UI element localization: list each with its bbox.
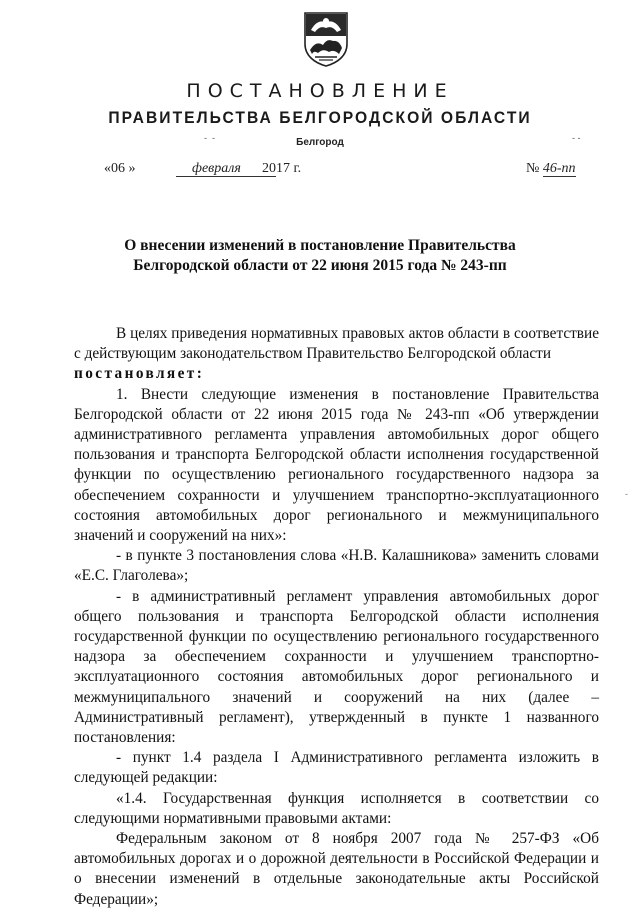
margin-tick-right: - -: [572, 133, 581, 143]
item-1-paragraph: 1. Внести следующие изменения в постановление Правительства Белгородской области от 22 июня 2015 года № 243-пп «Об утверждении административного регламента управления автомобильных дорог общего пользования и транспорта Белгородской области исполнения государственной функции по осуществлению регионального государственного надзора за обеспечением сохранности и улучшением транспортно-эксплуатационного состояния автомобильных дорог регионального и межмуниципального значений и сооружений на них»:: [74, 385, 599, 545]
intro-text: В целях приведения нормативных правовых актов области в соответствие с действующим законодательством Правительство Белгородской области: [74, 325, 599, 363]
date-year: 2017 г.: [262, 161, 302, 176]
item-1b1-paragraph: - пункт 1.4 раздела I Административного регламента изложить в следующей редакции:: [74, 749, 599, 787]
resolves-paragraph: [74, 364, 599, 384]
government-name-heading: ПРАВИТЕЛЬСТВА БЕЛГОРОДСКОЙ ОБЛАСТИ: [108, 108, 532, 127]
item-1a-paragraph: - в пункте 3 постановления слова «Н.В. Калашникова» заменить словами «Е.С. Глаголева»;: [74, 547, 599, 585]
date-month: февраля: [176, 161, 276, 177]
city-label: Белгород: [296, 137, 344, 148]
document-number-prefix: №: [526, 161, 540, 176]
document-number: [526, 161, 576, 177]
document-number-value: 46-пп: [542, 161, 576, 176]
document-title-line-2: Белгородской области от 22 июня 2015 года № 243-пп: [133, 257, 507, 274]
date-day: «06 »: [104, 161, 136, 176]
resolves-keyword: постановляет:: [74, 365, 205, 383]
document-body: [74, 324, 599, 910]
margin-tick-left: - -: [204, 133, 215, 143]
document-title-line-1: О внесении изменений в постановление Правительства: [124, 237, 516, 254]
quote-paragraph: «1.4. Государственная функция исполняется в соответствии со следующими нормативными правовыми актами:: [74, 789, 599, 827]
document-title: [60, 236, 580, 276]
intro-paragraph: [74, 324, 599, 364]
coat-of-arms-emblem: [301, 10, 351, 68]
document-type-heading: ПОСТАНОВЛЕНИЕ: [186, 80, 454, 102]
margin-mark: -: [625, 489, 628, 499]
item-1b-paragraph: - в административный регламент управления автомобильных дорог общего пользования и транспорта Белгородской области исполнения государственной функции по осуществлению регионального государственного надзора за обеспечением сохранности и улучшением транспортно-эксплуатационного состояния автомобильных дорог регионального и межмуниципального значений и сооружений на них (далее – Административный регламент), утвержденный в пункте 1 названного постановления:: [74, 587, 599, 747]
law-paragraph: Федеральным законом от 8 ноября 2007 года № 257-ФЗ «Об автомобильных дорогах и о дорожной деятельности в Российской Федерации и о внесении изменений в отдельные законодательные акты Российской Федерации»;: [74, 830, 599, 908]
